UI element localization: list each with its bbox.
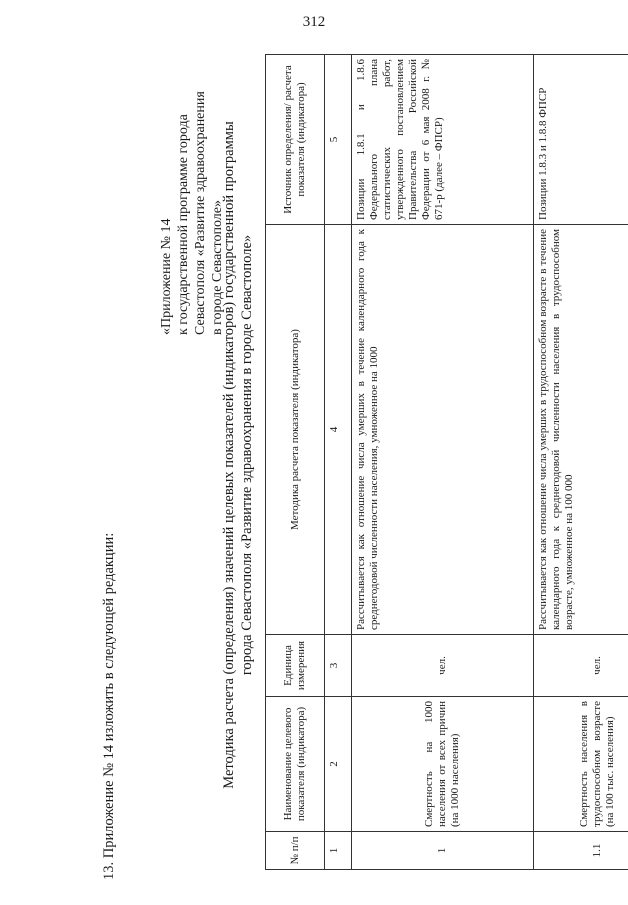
header-cell: № п/п	[266, 832, 325, 870]
table-row	[534, 55, 628, 870]
indicators-table	[265, 54, 628, 870]
title-line: Методика расчета (определения) значений целевых показателей (индикаторов) государственной программы	[221, 121, 237, 789]
method: Рассчитывается как отношение числа умерших в течение календарного года к среднегодовой численности населения, умноженное на 1000	[352, 225, 534, 635]
appendix-line: «Приложение № 14	[159, 218, 174, 335]
row-number: 1	[352, 832, 534, 870]
source: Позиции 1.8.3 и 1.8.8 ФПСР	[534, 55, 628, 225]
column-number: 1	[325, 832, 352, 870]
indicator-name: Смертность на 1000 населения от всех причин (на 1000 населения)	[352, 697, 534, 832]
indicator-name: Смертность населения в трудоспособном возрасте (на 100 тыс. населения)	[534, 697, 628, 832]
title-line: города Севастополя «Развитие здравоохранения в городе Севастополе»	[239, 234, 255, 676]
appendix-line: Севастополя «Развитие здравоохранения	[193, 91, 208, 335]
column-number: 4	[325, 225, 352, 635]
method: Рассчитывается как отношение числа умерших в трудоспособном возрасте в течение календарного года к среднегодовой численности населения в трудоспособном возрасте, умноженное на 100 000	[534, 225, 628, 635]
header-cell: Источник определения/ расчета показателя (индикатора)	[266, 55, 325, 225]
unit: чел.	[352, 635, 534, 697]
column-number: 5	[325, 55, 352, 225]
appendix-heading	[158, 35, 226, 335]
document-title	[220, 30, 256, 880]
header-cell: Единица измерения	[266, 635, 325, 697]
unit: чел.	[534, 635, 628, 697]
row-number: 1.1	[534, 832, 628, 870]
intro-text: 13. Приложение № 14 изложить в следующей редакции:	[101, 532, 117, 880]
header-cell: Методика расчета показателя (индикатора)	[266, 225, 325, 635]
appendix-line: в городе Севастополе»	[210, 200, 225, 335]
column-number: 2	[325, 697, 352, 832]
page-number: 312	[302, 14, 326, 30]
rotated-content	[100, 30, 628, 880]
table-header-row	[266, 55, 325, 870]
column-number-row	[325, 55, 352, 870]
header-cell: Наименование целевого показателя (индикатора)	[266, 697, 325, 832]
source: Позиции 1.8.1 и 1.8.6 Федерального плана статистических работ, утвержденного постановлением Правительства Российской Федерации от 6 мая 2008 г. № 671-р (далее – ФПСР)	[352, 55, 534, 225]
table-row	[352, 55, 534, 870]
column-number: 3	[325, 635, 352, 697]
appendix-line: к государственной программе города	[176, 114, 191, 335]
